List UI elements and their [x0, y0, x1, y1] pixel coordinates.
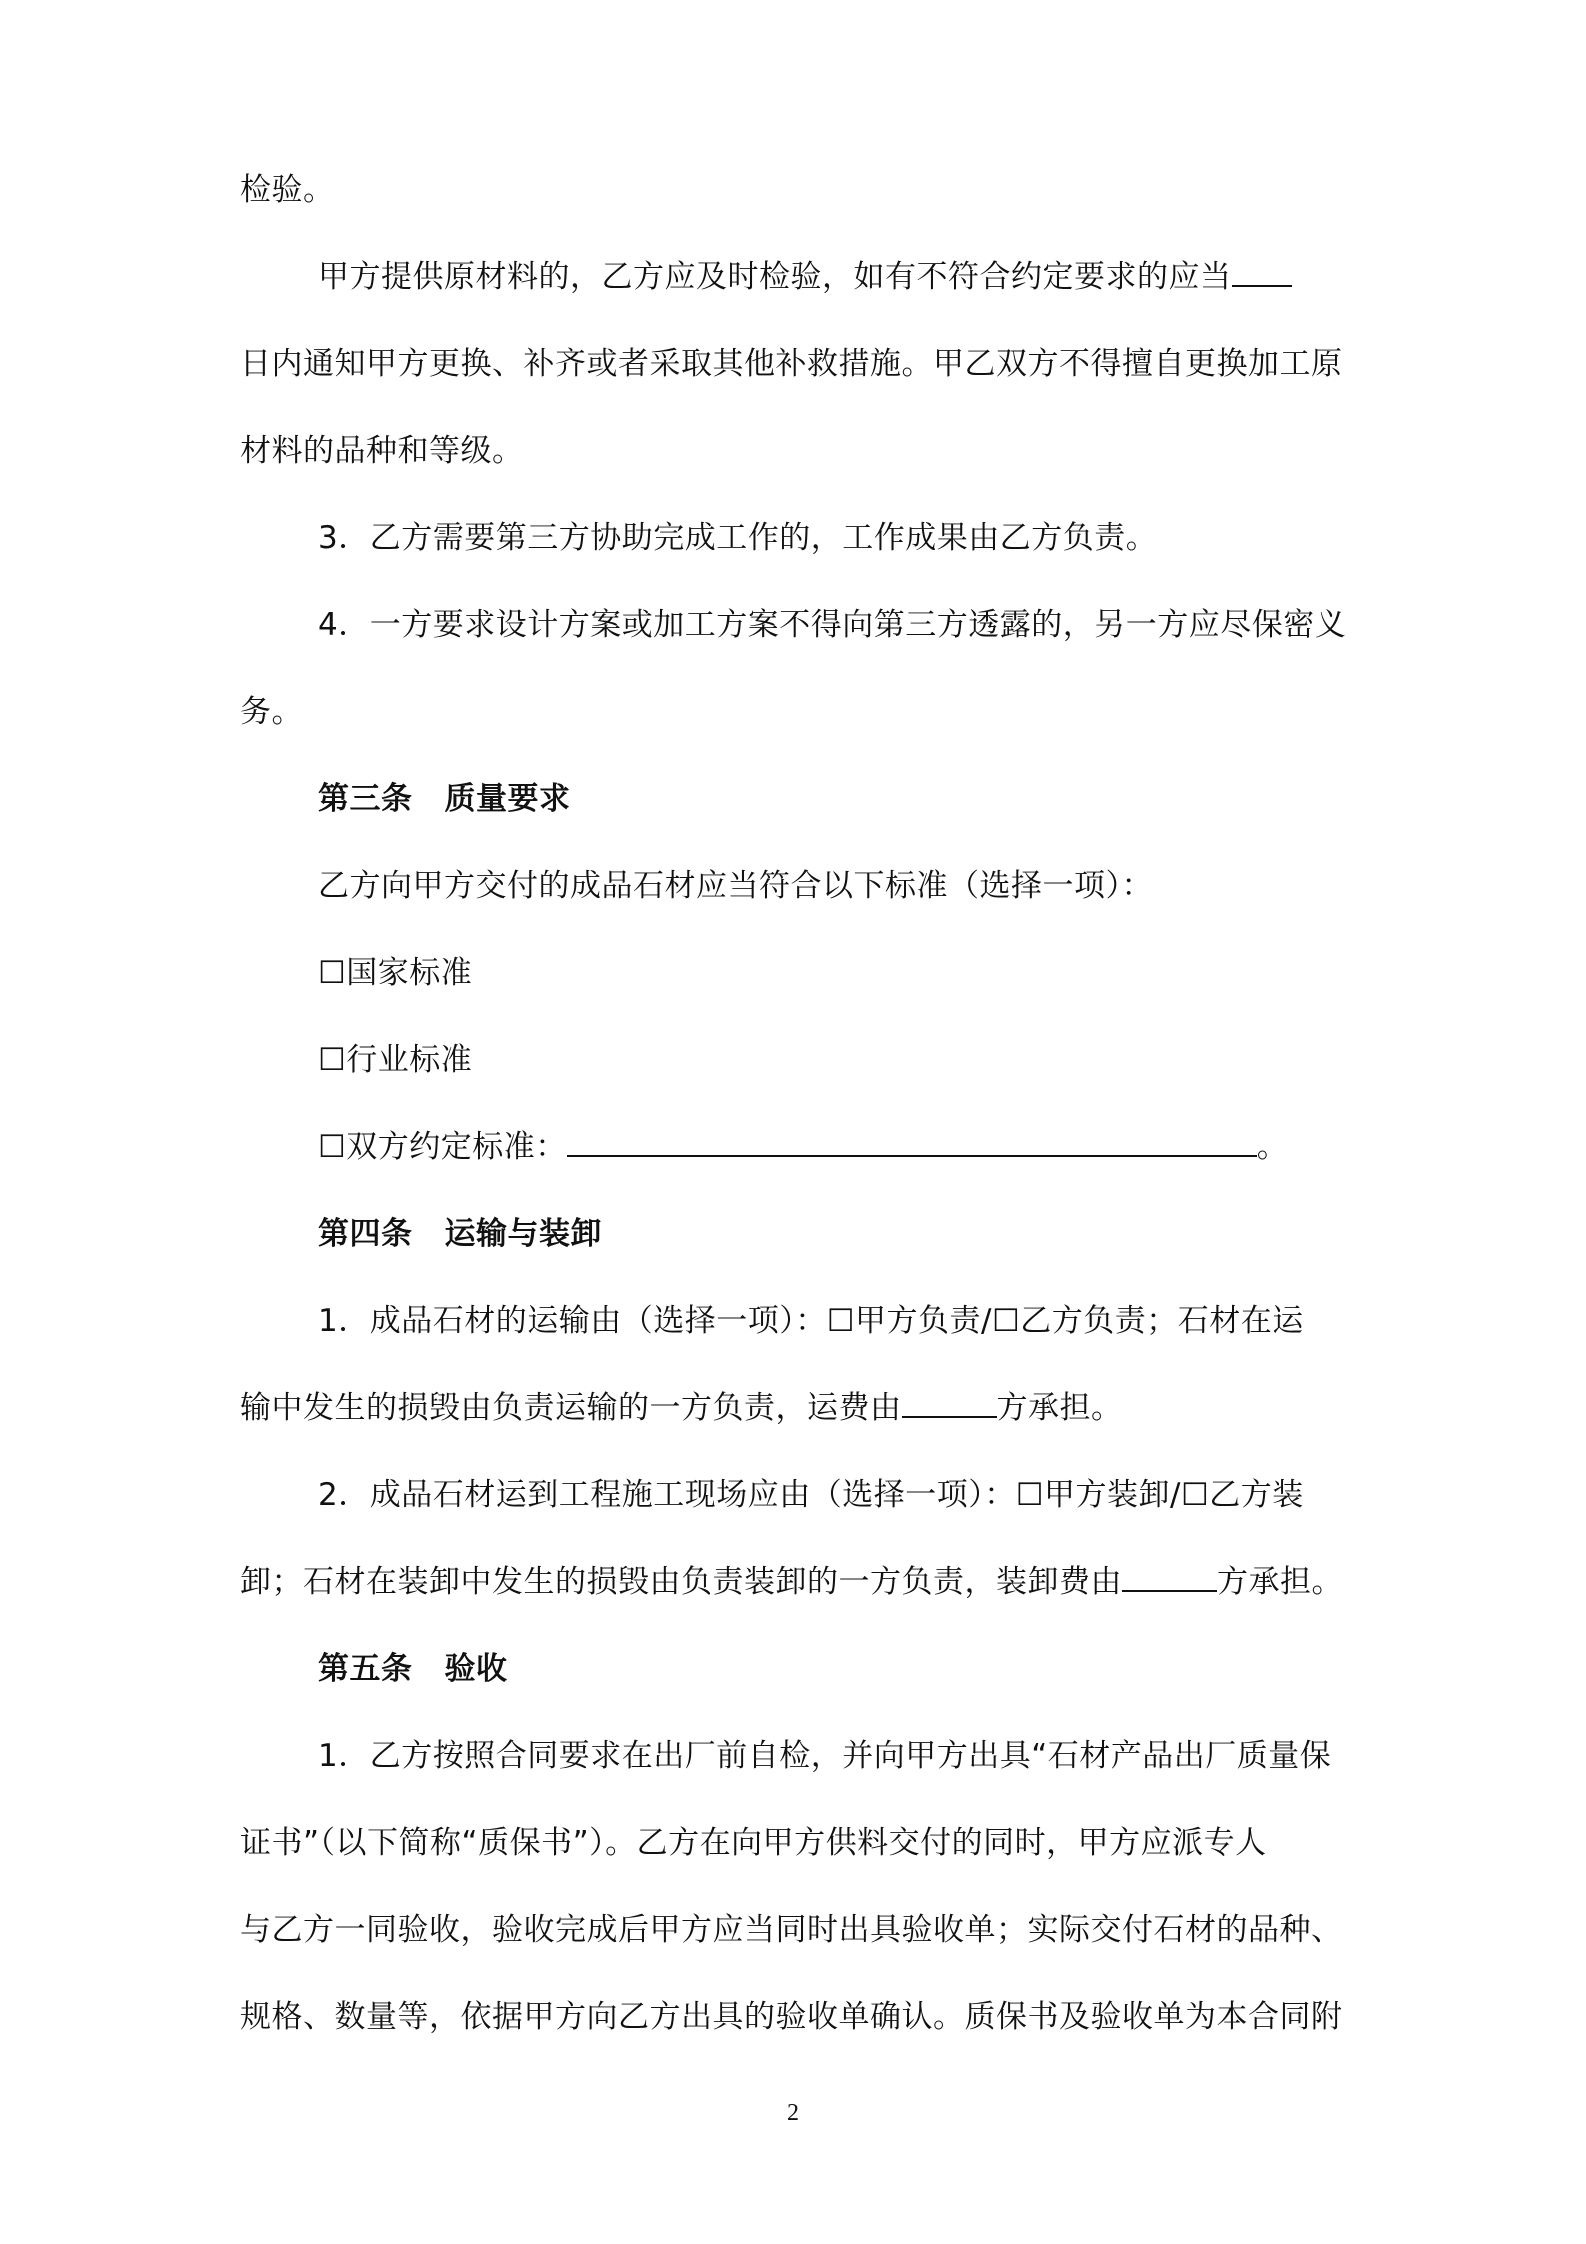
- text: 1．成品石材的运输由（选择一项）：☐甲方负责/☐乙方负责；石材在运: [318, 1303, 1304, 1339]
- text: 方承担。: [1217, 1564, 1343, 1600]
- checkbox-option: [318, 951, 472, 995]
- text: 卸；石材在装卸中发生的损毁由负责装卸的一方负责，装卸费由: [240, 1564, 1122, 1600]
- article-number: 第五条: [318, 1651, 413, 1687]
- paragraph-line: [318, 1473, 1304, 1517]
- article-title: 运输与装卸: [444, 1216, 602, 1252]
- article-title: 质量要求: [444, 781, 571, 817]
- text: 检验。: [240, 172, 335, 208]
- paragraph-line: [240, 1995, 1343, 2039]
- option-label: ☐国家标准: [318, 955, 473, 991]
- page-number: 2: [787, 2100, 799, 2126]
- option-label: ☐双方约定标准：: [318, 1129, 567, 1165]
- text: 材料的品种和等级。: [240, 433, 524, 469]
- paragraph-line: [318, 603, 1346, 647]
- text: 务。: [240, 694, 303, 730]
- fill-in-blank: [902, 1386, 997, 1418]
- checkbox-option: [318, 1038, 472, 1082]
- paragraph-line: [318, 255, 1292, 299]
- text: 方承担。: [996, 1390, 1123, 1426]
- article-number: 第三条: [318, 781, 413, 817]
- text: 甲方提供原材料的，乙方应及时检验，如有不符合约定要求的应当: [318, 259, 1232, 295]
- text: 日内通知甲方更换、补齐或者采取其他补救措施。甲乙双方不得擅自更换加工原: [240, 346, 1343, 382]
- text: 3．乙方需要第三方协助完成工作的，工作成果由乙方负责。: [318, 520, 1158, 556]
- article-title: 验收: [444, 1651, 508, 1687]
- section-heading: [318, 777, 571, 821]
- text: 1．乙方按照合同要求在出厂前自检，并向甲方出具“石材产品出厂质量保: [318, 1738, 1332, 1774]
- paragraph-line: [318, 864, 1153, 908]
- option-label: ☐行业标准: [318, 1042, 473, 1078]
- text: 输中发生的损毁由负责运输的一方负责，运费由: [240, 1390, 902, 1426]
- text: 与乙方一同验收，验收完成后甲方应当同时出具验收单；实际交付石材的品种、: [240, 1912, 1343, 1948]
- text: 规格、数量等，依据甲方向乙方出具的验收单确认。质保书及验收单为本合同附: [240, 1999, 1343, 2035]
- paragraph-line: [240, 1560, 1343, 1604]
- fill-in-blank: [1122, 1560, 1217, 1592]
- section-heading: [318, 1647, 508, 1691]
- paragraph-line: [240, 168, 335, 212]
- paragraph-line: [240, 1908, 1343, 1952]
- paragraph-line: [240, 429, 524, 473]
- article-number: 第四条: [318, 1216, 413, 1252]
- text: 4．一方要求设计方案或加工方案不得向第三方透露的，另一方应尽保密义: [318, 607, 1347, 643]
- fill-in-blank: [567, 1125, 1257, 1157]
- paragraph-line: [240, 690, 303, 734]
- paragraph-line: [318, 516, 1157, 560]
- text: 乙方向甲方交付的成品石材应当符合以下标准（选择一项）：: [318, 868, 1153, 904]
- paragraph-line: [240, 342, 1343, 386]
- fill-in-blank: [1232, 255, 1292, 287]
- checkbox-option: [318, 1125, 1288, 1169]
- text: 。: [1256, 1129, 1289, 1165]
- paragraph-line: [318, 1299, 1304, 1343]
- paragraph-line: [240, 1821, 1267, 1865]
- paragraph-line: [240, 1386, 1123, 1430]
- section-heading: [318, 1212, 602, 1256]
- text: 证书”（以下简称“质保书”）。乙方在向甲方供料交付的同时，甲方应派专人: [240, 1825, 1267, 1861]
- paragraph-line: [318, 1734, 1331, 1778]
- text: 2．成品石材运到工程施工现场应由（选择一项）：☐甲方装卸/☐乙方装: [318, 1477, 1304, 1513]
